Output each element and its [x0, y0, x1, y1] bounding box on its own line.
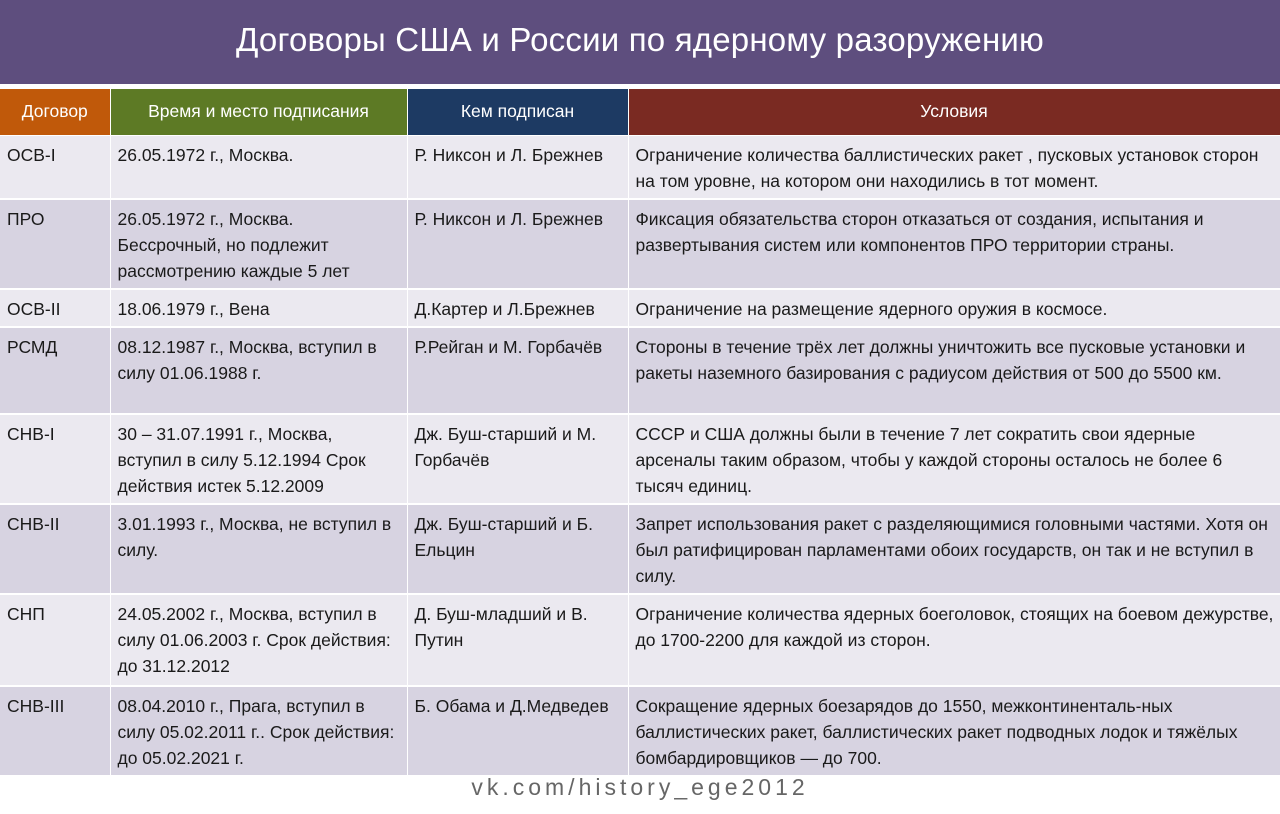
cell-treaty: ПРО: [0, 199, 110, 289]
cell-time-place: 3.01.1993 г., Москва, не вступил в силу.: [110, 504, 407, 594]
cell-signed-by: Дж. Буш-старший и Б. Ельцин: [407, 504, 628, 594]
cell-conditions: Фиксация обязательства сторон отказаться от создания, испытания и развертывания систем или компонентов ПРО территории страны.: [628, 199, 1280, 289]
cell-time-place: 18.06.1979 г., Вена: [110, 289, 407, 327]
cell-time-place: 24.05.2002 г., Москва, вступил в силу 01.06.2003 г. Срок действия: до 31.12.2012: [110, 594, 407, 686]
treaties-table: [0, 89, 1280, 777]
watermark-link-text: vk.com/history_ege2012: [471, 774, 809, 800]
cell-conditions: Ограничение количества баллистических ракет , пусковых установок сторон на том уровне, на котором они находились в тот момент.: [628, 135, 1280, 199]
header-treaty: Договор: [0, 89, 110, 135]
cell-signed-by: Дж. Буш-старший и М. Горбачёв: [407, 414, 628, 504]
table-header-row: [0, 89, 1280, 135]
cell-time-place: 26.05.1972 г., Москва.: [110, 135, 407, 199]
header-time-place: Время и место подписания: [110, 89, 407, 135]
table-row: [0, 504, 1280, 594]
header-conditions: Условия: [628, 89, 1280, 135]
cell-treaty: СНВ-III: [0, 686, 110, 776]
table-row: [0, 686, 1280, 776]
cell-treaty: ОСВ-I: [0, 135, 110, 199]
cell-signed-by: Р.Рейган и М. Горбачёв: [407, 327, 628, 414]
cell-conditions: Стороны в течение трёх лет должны уничтожить все пусковые установки и ракеты наземного базирования с радиусом действия от 500 до 5500 км.: [628, 327, 1280, 414]
cell-time-place: 08.04.2010 г., Прага, вступил в силу 05.02.2011 г.. Срок действия: до 05.02.2021 г.: [110, 686, 407, 776]
cell-conditions: СССР и США должны были в течение 7 лет сократить свои ядерные арсеналы таким образом, чтобы у каждой стороны осталось не более 6 тысяч единиц.: [628, 414, 1280, 504]
cell-signed-by: Р. Никсон и Л. Брежнев: [407, 199, 628, 289]
cell-treaty: СНП: [0, 594, 110, 686]
page-title: Договоры США и России по ядерному разоружению: [0, 0, 1280, 84]
cell-conditions: Запрет использования ракет с разделяющимися головными частями. Хотя он был ратифицирован парламентами обоих государств, он так и не вступил в силу.: [628, 504, 1280, 594]
cell-conditions: Ограничение на размещение ядерного оружия в космосе.: [628, 289, 1280, 327]
table-row: [0, 414, 1280, 504]
table-row: [0, 594, 1280, 686]
table-row: [0, 135, 1280, 199]
cell-signed-by: Б. Обама и Д.Медведев: [407, 686, 628, 776]
cell-signed-by: Д.Картер и Л.Брежнев: [407, 289, 628, 327]
cell-treaty: СНВ-II: [0, 504, 110, 594]
cell-conditions: Сокращение ядерных боезарядов до 1550, межконтиненталь-ных баллистических ракет, баллистических ракет подводных лодок и тяжёлых бомбардировщиков — до 700.: [628, 686, 1280, 776]
header-signed-by: Кем подписан: [407, 89, 628, 135]
cell-conditions: Ограничение количества ядерных боеголовок, стоящих на боевом дежурстве, до 1700-2200 для каждой из сторон.: [628, 594, 1280, 686]
cell-time-place: 26.05.1972 г., Москва. Бессрочный, но подлежит рассмотрению каждые 5 лет: [110, 199, 407, 289]
cell-signed-by: Р. Никсон и Л. Брежнев: [407, 135, 628, 199]
table-row: [0, 327, 1280, 414]
table-row: [0, 199, 1280, 289]
table-row: [0, 289, 1280, 327]
cell-treaty: СНВ-I: [0, 414, 110, 504]
cell-treaty: ОСВ-II: [0, 289, 110, 327]
cell-time-place: 08.12.1987 г., Москва, вступил в силу 01.06.1988 г.: [110, 327, 407, 414]
cell-time-place: 30 – 31.07.1991 г., Москва, вступил в силу 5.12.1994 Срок действия истек 5.12.2009: [110, 414, 407, 504]
cell-treaty: РСМД: [0, 327, 110, 414]
cell-signed-by: Д. Буш-младший и В. Путин: [407, 594, 628, 686]
